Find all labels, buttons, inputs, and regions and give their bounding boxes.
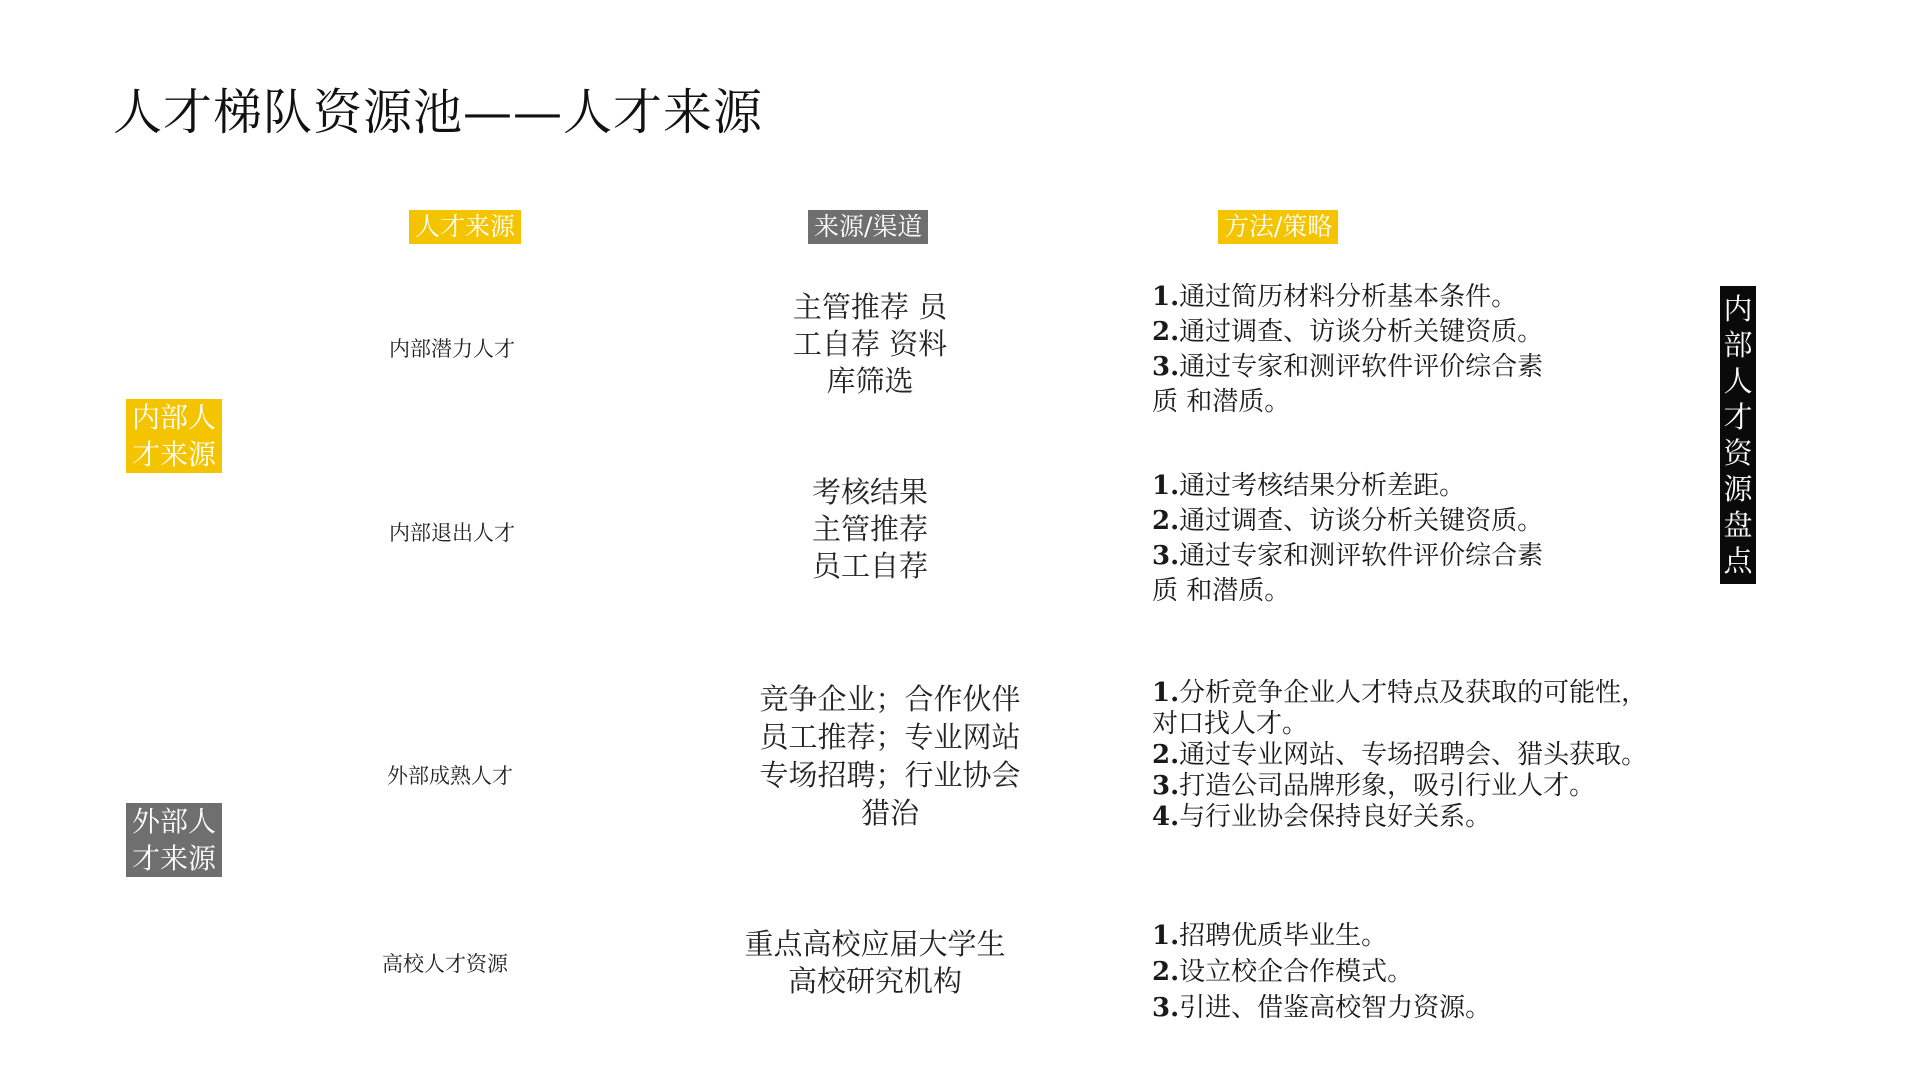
channel-line: 竞争企业；合作伙伴 — [759, 682, 1021, 716]
method-item: 1.分析竞争企业人才特点及获取的可能性， — [1152, 678, 1648, 708]
header-method: 方法/策略 — [1218, 210, 1338, 244]
row-3-methods — [1152, 678, 1647, 833]
channel-line: 员工推荐；专业网站 — [759, 720, 1021, 754]
channel-line: 专场招聘；行业协会 — [759, 758, 1021, 792]
row-4-category: 高校人才资源 — [382, 952, 508, 976]
method-item: 4.与行业协会保持良好关系。 — [1152, 802, 1492, 832]
header-channel: 来源/渠道 — [808, 210, 928, 244]
method-item: 3.引进、借鉴高校智力资源。 — [1152, 993, 1492, 1023]
row-1-category: 内部潜力人才 — [389, 337, 515, 361]
row-3-channel — [735, 680, 1045, 832]
channel-line: 主管推荐 员 — [792, 290, 948, 324]
row-4-methods — [1152, 918, 1491, 1026]
method-item: 2.设立校企合作模式。 — [1152, 957, 1414, 987]
group-external-label: 外部人才来源 — [126, 803, 222, 877]
group-internal-label: 内部人才来源 — [126, 399, 222, 473]
method-item: 对口找人才。 — [1152, 709, 1309, 739]
row-1-channel — [745, 289, 995, 400]
channel-line: 工自荐 资料 — [792, 327, 948, 361]
method-item: 1.通过考核结果分析差距。 — [1152, 471, 1466, 501]
row-1-methods — [1152, 280, 1543, 420]
method-item: 3.通过专家和测评软件评价综合素 — [1152, 352, 1544, 382]
row-2-methods — [1152, 469, 1543, 609]
row-4-channel — [720, 926, 1030, 1000]
header-talent-source: 人才来源 — [409, 210, 521, 244]
channel-line: 主管推荐 — [811, 512, 928, 546]
method-item: 3.打造公司品牌形象，吸引行业人才。 — [1152, 771, 1596, 801]
row-3-category: 外部成熟人才 — [387, 764, 513, 788]
method-item: 3.通过专家和测评软件评价综合素 — [1152, 541, 1544, 571]
method-item: 1.招聘优质毕业生。 — [1152, 921, 1388, 951]
channel-line: 重点高校应届大学生 — [744, 927, 1006, 961]
side-label-inventory: 内部人才资源盘点 — [1720, 286, 1756, 584]
page-title: 人才梯队资源池——人才来源 — [113, 84, 764, 141]
method-item: 质 和潜质。 — [1152, 576, 1291, 606]
channel-line: 高校研究机构 — [787, 964, 962, 998]
row-2-channel — [745, 474, 995, 585]
channel-line: 库筛选 — [826, 364, 914, 398]
method-item: 2.通过调查、访谈分析关键资质。 — [1152, 506, 1544, 536]
method-item: 2.通过专业网站、专场招聘会、猎头获取。 — [1152, 740, 1648, 770]
method-item: 1.通过简历材料分析基本条件。 — [1152, 282, 1518, 312]
channel-line: 猎治 — [860, 796, 919, 830]
method-item: 质 和潜质。 — [1152, 387, 1291, 417]
row-2-category: 内部退出人才 — [389, 521, 515, 545]
channel-line: 考核结果 — [811, 475, 928, 509]
method-item: 2.通过调查、访谈分析关键资质。 — [1152, 317, 1544, 347]
channel-line: 员工自荐 — [811, 549, 928, 583]
